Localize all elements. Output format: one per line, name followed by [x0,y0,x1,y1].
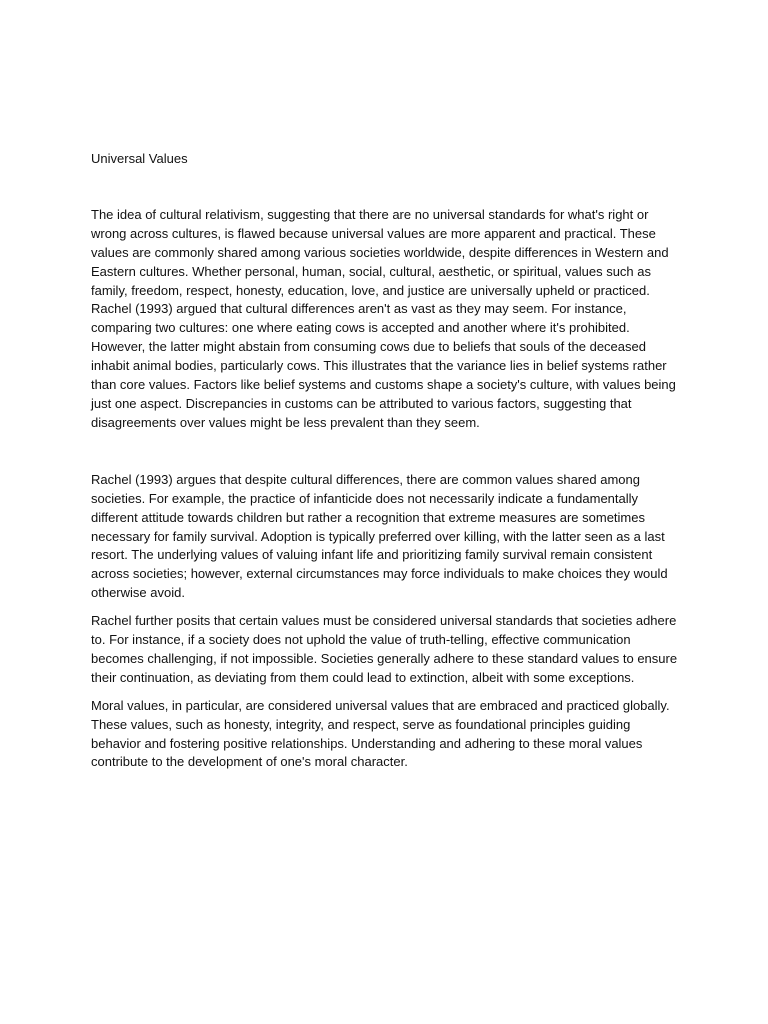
spacer [91,688,681,697]
document-title: Universal Values [91,151,188,166]
spacer [91,433,681,471]
document-body [91,150,681,772]
spacer [91,169,681,206]
paragraph-4: Moral values, in particular, are considered universal values that are embraced and practiced globally. These values, such as honesty, integrity, and respect, serve as foundational principles guiding behavior and fostering positive relationships. Understanding and adhering to these moral values contribute to the development of one's moral character. [91,697,670,770]
paragraph-3: Rachel further posits that certain values must be considered universal standards that societies adhere to. For instance, if a society does not uphold the value of truth-telling, effective communication becomes challenging, if not impossible. Societies generally adhere to these standard values to ensure their continuation, as deviating from them could lead to extinction, albeit with some exceptions. [91,613,678,685]
paragraph-1: The idea of cultural relativism, suggesting that there are no universal standards for what's right or wrong across cultures, is flawed because universal values are more apparent and practical. These values are commonly shared among various societies worldwide, despite differences in Western and Eastern cultures. Whether personal, human, social, cultural, aesthetic, or spiritual, values such as family, freedom, respect, honesty, education, love, and justice are universally upheld or practiced. Rachel (1993) argued that cultural differences aren't as vast as they may seem. For instance, comparing two cultures: one where eating cows is accepted and another where it's prohibited. However, the latter might abstain from consuming cows due to beliefs that souls of the deceased inhabit animal bodies, particularly cows. This illustrates that the variance lies in belief systems rather than core values. Factors like belief systems and customs shape a society's culture, with values being just one aspect. Discrepancies in customs can be attributed to various factors, suggesting that disagreements over values might be less prevalent than they seem. [91,206,676,430]
spacer [91,603,681,612]
paragraph-2: Rachel (1993) argues that despite cultural differences, there are common values shared among societies. For example, the practice of infanticide does not necessarily indicate a fundamentally different attitude towards children but rather a recognition that extreme measures are sometimes necessary for family survival. Adoption is typically preferred over killing, with the latter seen as a last resort. The underlying values of valuing infant life and prioritizing family survival remain consistent across societies; however, external circumstances may force individuals to make choices they would otherwise avoid. [91,471,668,601]
